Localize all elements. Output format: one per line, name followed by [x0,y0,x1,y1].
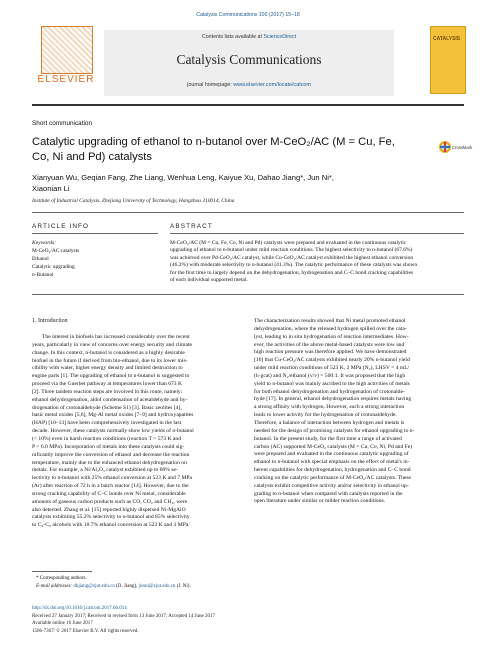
body-line: butanol. In the present study, for the first time a range of activated [254,435,402,442]
body-line: years, particularly in view of concerns over energy security and climate [32,341,193,348]
body-line: biofuel in the future if derived from bio-ethanol, due to its lower mis- [32,357,188,364]
body-line: (HAP) [10–13] have been comprehensively investigated in the last [32,420,182,427]
abstract-line: (46.2%) with moderate selectivity to n-butanol (41.3%). The catalytic performance of these catalysts was shown [170,262,418,269]
introduction-heading: 1. Introduction [32,318,68,324]
body-line: to C₄-C₈ alcohols with 18.7% ethanol conversion at 523 K and 3 MPa. [32,522,190,529]
abstract-line: upgrading of ethanol to n-butanol under mild reaction conditions. The highest selectivity to n-butanol (67.6%) [170,247,413,254]
body-line: catalysts exhibit competitive activity and/or selectivity in ethanol up- [254,482,409,489]
body-line: change. In this context, n-butanol is considered as a highly desirable [32,349,185,356]
abstract-body [170,240,464,284]
available-online: Available online 16 June 2017 [32,621,93,626]
homepage-line [104,82,394,88]
abstract-line: of each individual supported metal. [170,277,248,284]
body-line: a strong affinity with hydrogen. However, such a strong interaction [254,404,405,411]
body-line: for both ethanol dehydrogenation and hydrogenation of crotonalde- [254,388,405,395]
received-dates: Received 27 January 2017; Received in revised form 13 June 2017; Accepted 14 June 2017 [32,614,216,619]
body-line: basic metal oxides [5,6], Mg-Al metal oxides [7–9] and hydroxyapatites [32,412,194,419]
crossmark-icon[interactable] [438,139,473,159]
journal-banner [104,30,394,96]
publisher-logo[interactable] [32,22,100,96]
body-line: were prepared and evaluated in the continuous catalytic upgrading of [254,451,409,458]
body-line: lectivity to n-butanol with 25% ethanol conversion at 523 K and 7 MPa [32,475,193,482]
abstract-line: was achieved over Pd-CeO₂/AC catalyst, while Cu-CeO₂/AC catalyst exhibited the highest ethanol conversion [170,254,414,261]
email-label: E-mail addresses: [36,584,73,589]
keyword-item: M-CeO₂/AC catalysts [32,248,80,254]
body-line: (h·gcat) and N₂/ethanol (v/v) = 500:1. It was proposed that the high [254,372,406,379]
body-line: lyst, leading to in situ hydrogenation of reaction intermediates. How- [254,333,409,340]
title-line-1: Catalytic upgrading of ethanol to n-butanol over M-CeO₂/AC (M = Cu, Fe, [32,136,395,148]
footnote-emails [36,584,191,590]
footnote-corresponding: * Corresponding authors. [36,576,87,581]
homepage-prefix: journal homepage: [187,82,232,88]
header-rule [32,104,464,106]
body-line: carbon (AC) supported M-CeO₂ catalysts (M = Cu, Co, Ni, Pd and Fe) [254,443,413,450]
email-1-owner: (D. Jiang), [116,584,138,589]
keywords-label: Keywords: [32,240,57,246]
body-line: The characterization results showed that Ni metal promoted ethanol [254,318,406,324]
authors-line-1: Xianyuan Wu, Geqian Fang, Zhe Liang, Wenhua Leng, Kaiyue Xu, Dahao Jiang*, Jun Ni*, [32,173,334,182]
article-type: Short communication [32,120,93,127]
journal-citation: Catalysis Communications 100 (2017) 15–18 [196,12,300,18]
body-line: decade. However, these catalysts normally show low yields of n-butanol [32,428,194,435]
body-line: under mild reaction conditions of 523 K, 2 MPa (N₂), LHSV = 4 mL/ [254,365,410,372]
abstract-end-rule [32,294,464,295]
body-line: nificantly improve the conversion of ethanol and decrease the reaction [32,451,190,458]
article-info-heading: ARTICLE INFO [32,223,90,230]
keyword-item: Catalytic upgrading [32,264,75,270]
body-line: (< 10%) even in harsh reaction conditions (reaction T > 573 K and [32,435,182,442]
abstract-line: M-CeO₂/AC (M = Cu, Fe, Co, Ni and Pd) catalysts were prepared and evaluated in the continuous catalytic [170,240,407,246]
journal-title[interactable]: Catalysis Communications [176,52,322,67]
email-link-1[interactable]: dhjiang@zjut.edu.cn [73,584,115,589]
sciencedirect-link[interactable]: ScienceDirect [263,34,297,40]
body-line: strong cracking capability of C–C bonds over Ni metal, considerable [32,490,186,497]
journal-cover-thumbnail[interactable] [430,26,466,94]
body-line: also detected. Zhang et al. [15] reported highly dispersed Ni-MgAlO [32,506,186,513]
affiliation-rule [32,212,464,213]
title-line-2: Co, Ni and Pd) catalysts [32,151,153,163]
abstract-line: for the first time to largely depend on the dehydrogenation, hydrogenation and C–C bond cracking capabilities [170,269,414,276]
body-line: open literature under similar or milder reaction conditions. [254,498,386,505]
body-line: dehydrogenation, where the released hydrogen spilled over the cata- [254,325,407,332]
issn-copyright: 1566-7367/ © 2017 Elsevier B.V. All rights reserved. [32,629,139,634]
body-line: [2]. Three tandem reaction steps are involved in this route, namely: [32,388,183,395]
body-line: ethanol to n-butanol with special emphasis on the effect of metal's in- [254,459,410,466]
info-rule [32,233,158,234]
body-line: P > 6.0 MPa). Incorporation of metals into these catalysts could sig- [32,443,185,450]
crossmark-label: CrossMark [452,145,473,150]
keyword-item: n-Butanol [32,272,54,278]
homepage-link[interactable]: www.elsevier.com/locate/catcom [233,82,311,88]
left-column [32,334,242,530]
publisher-logo-text: ELSEVIER [37,74,95,85]
journal-header [32,22,464,100]
abstract-heading: ABSTRACT [170,223,213,230]
body-line: Therefore, a balance of interaction between hydrogen and metals is [254,419,405,426]
affiliation: Institute of Industrial Catalysis, Zhejiang University of Technology, Hangzhou 310014, China [32,198,235,204]
body-line: hyde [17]. In general, ethanol dehydrogenation requires metals having [254,396,412,403]
body-line: amounts of gaseous carbon products such as CO, CO₂ and CH₄, were [32,498,188,505]
author-list [32,172,422,194]
body-line: catalysts exhibiting 55.2% selectivity to n-butanol and 85% selectivity [32,514,190,521]
body-line: yield to n-butanol was mainly ascribed to the high activities of metals [254,380,410,387]
body-line: herent capabilities for dehydrogenation, hydrogenation and C–C bond [254,467,411,474]
body-line: needed for the design of promising catalysts for ethanol upgrading to n- [254,427,415,434]
body-line: cibility with water, higher energy density and limited destruction to [32,365,183,372]
body-line: metals. For example, a Ni/Al₂O₃ catalyst exhibited up to 80% se- [32,467,178,474]
body-line: (Ar) after reaction of 72 h in a batch reactor [14]. However, due to the [32,483,189,490]
keyword-item: Ethanol [32,256,49,262]
abstract-rule [170,233,464,234]
contents-prefix: Contents lists available at [201,34,262,40]
contents-line [104,34,394,40]
body-line: [16] that Cu-CeO₂/AC catalysts exhibited nearly 20% n-butanol yield [254,357,410,364]
body-line: proceed via the Guerbet pathway at temperatures lower than 673 K [32,381,183,388]
tree-logo-icon [41,26,93,74]
body-line: leads to lower activity for the hydrogenation of crotonaldehyde. [254,412,397,419]
body-line: drogenation of crotonaldehyde (Scheme S1) [3]. Basic zeolites [4], [32,404,182,411]
authors-line-2: Xiaonian Li [32,184,70,193]
email-2-owner: (J. Ni). [176,584,191,589]
body-line: cracking on the catalytic performance of M-CeO₂/AC catalysts. These [254,474,412,481]
email-link-2[interactable]: junni@zjut.edu.cn [138,584,176,589]
right-column [254,318,464,506]
body-line: The interest in biofuels has increased considerably over the recent [42,334,190,340]
body-line: temperature, mainly due to the enhanced ethanol dehydrogenation on [32,459,187,466]
doi-link[interactable]: http://dx.doi.org/10.1016/j.catcom.2017.06.014 [32,606,127,611]
article-title [32,135,422,165]
body-line: grading to n-butanol when compared with catalysts reported in the [254,490,403,497]
body-line: ever, the activities of the above metal-based catalysts were low and [254,341,405,348]
body-line: high reaction pressure was therefore applied. We have demonstrated [254,349,407,356]
body-line: ethanol dehydrogenation, aldol condensation of acetaldehyde and hy- [32,396,188,403]
footnote-rule [32,571,92,572]
body-line: engine parts [1]. The upgrading of ethanol to n-butanol is suggested to [32,373,190,380]
cover-title: CATALYSIS [433,36,461,42]
